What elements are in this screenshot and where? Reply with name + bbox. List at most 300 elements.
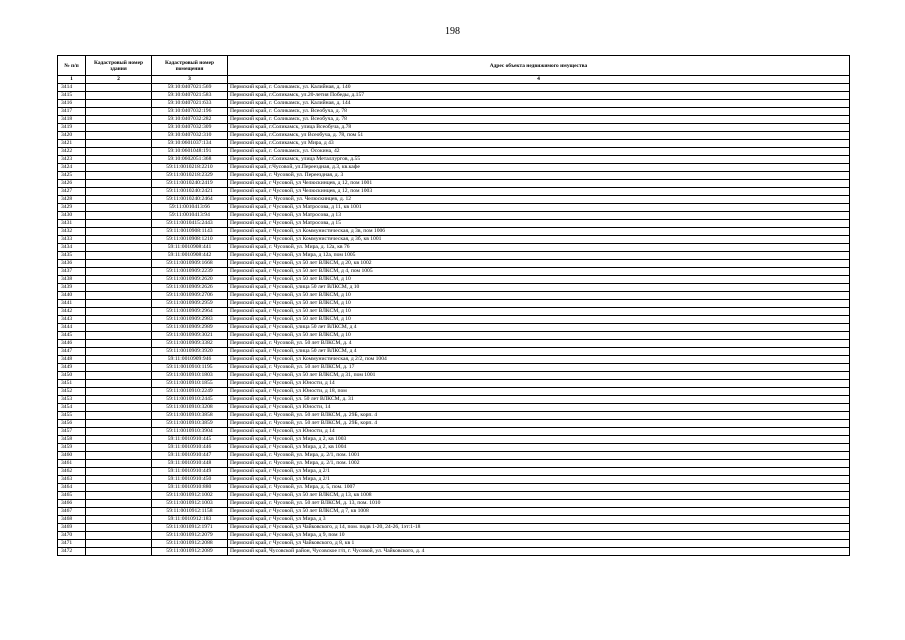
building-cadastral-number	[86, 364, 152, 372]
row-number: 3447	[58, 348, 86, 356]
row-number: 3468	[58, 516, 86, 524]
row-number: 3423	[58, 156, 86, 164]
row-number: 3436	[58, 260, 86, 268]
table-row	[58, 428, 850, 436]
row-number: 3415	[58, 92, 86, 100]
building-cadastral-number	[86, 252, 152, 260]
table-row	[58, 132, 850, 140]
row-number: 3446	[58, 340, 86, 348]
address: Пермский край, г Чусовой, ул 50 лет ВЛКСМ, д 4, пом 1005	[228, 268, 850, 276]
building-cadastral-number	[86, 460, 152, 468]
address: Пермский край, Чусовской район, Чусовское г/п, г. Чусовой, ул. Чайковского, д. 4	[228, 548, 850, 556]
building-cadastral-number	[86, 236, 152, 244]
address: Пермский край, г.Соликамск, ул.20-летия Победы, д.157	[228, 92, 850, 100]
address: Пермский край, г. Соликамск, ул. Осокина, 42	[228, 148, 850, 156]
address: Пермский край, г Чусовой, ул 50 лет ВЛКСМ, д 10	[228, 292, 850, 300]
row-number: 3448	[58, 356, 86, 364]
address: Пермский край, г Чусовой, ул 50 лет ВЛКСМ, д 10	[228, 316, 850, 324]
building-cadastral-number	[86, 244, 152, 252]
address: Пермский край, г. Соликамск, ул. Всеобуча, д. 78	[228, 116, 850, 124]
building-cadastral-number	[86, 332, 152, 340]
row-number: 3431	[58, 220, 86, 228]
row-number: 3429	[58, 204, 86, 212]
table-row	[58, 92, 850, 100]
address: Пермский край, г Чусовой, ул 50 лет ВЛКСМ, д 20, кв 1002	[228, 260, 850, 268]
building-cadastral-number	[86, 212, 152, 220]
address: Пермский край, г Чусовой, ул 50 лет ВЛКСМ, д 10	[228, 276, 850, 284]
row-number: 3458	[58, 436, 86, 444]
address: Пермский край, г Чусовой, ул Чайковского, д 14, пом. подв 1-20, 24-26, 1эт:1-18	[228, 524, 850, 532]
building-cadastral-number	[86, 196, 152, 204]
building-cadastral-number	[86, 476, 152, 484]
table-row	[58, 236, 850, 244]
address: Пермский край, г. Чусовой, ул. 50 лет ВЛКСМ, д. 13, пом. 1010	[228, 500, 850, 508]
premise-cadastral-number: 59:11:0010909:2964	[152, 308, 228, 316]
building-cadastral-number	[86, 348, 152, 356]
table-row	[58, 372, 850, 380]
address: Пермский край, г. Чусовой, ул. Мира, д. 2/1, пом. 1001	[228, 452, 850, 460]
building-cadastral-number	[86, 220, 152, 228]
address: Пермский край, г Чусовой, ул Мира, д 2, кв 1004	[228, 444, 850, 452]
premise-cadastral-number: 59:11:0010912:1003	[152, 500, 228, 508]
address: Пермский край, г Чусовой, ул Коммунистическая, д 2/2, пом 1004	[228, 356, 850, 364]
address: Пермский край, г Чусовой, улица 50 лет ВЛКСМ, д 10	[228, 284, 850, 292]
row-number: 3470	[58, 532, 86, 540]
index-cell: 1	[58, 76, 86, 84]
premise-cadastral-number: 59:11:0010910:447	[152, 452, 228, 460]
table-row	[58, 444, 850, 452]
building-cadastral-number	[86, 300, 152, 308]
premise-cadastral-number: 59:11:0010912:2079	[152, 532, 228, 540]
premise-cadastral-number: 59:11:0010218:2329	[152, 172, 228, 180]
premise-cadastral-number: 59:11:0010910:3858	[152, 412, 228, 420]
table-row	[58, 228, 850, 236]
row-number: 3452	[58, 388, 86, 396]
premise-cadastral-number: 59:10:0407021:583	[152, 92, 228, 100]
table-row	[58, 364, 850, 372]
premise-cadastral-number: 59:11:0010910:3208	[152, 404, 228, 412]
row-number: 3459	[58, 444, 86, 452]
row-number: 3441	[58, 300, 86, 308]
row-number: 3467	[58, 508, 86, 516]
address: Пермский край, г Чусовой, ул Юности, д 14	[228, 380, 850, 388]
index-cell: 4	[228, 76, 850, 84]
address: Пермский край, г Чусовой, ул 50 лет ВЛКСМ, д 13, кв 1008	[228, 492, 850, 500]
row-number: 3430	[58, 212, 86, 220]
row-number: 3425	[58, 172, 86, 180]
row-number: 3455	[58, 412, 86, 420]
building-cadastral-number	[86, 124, 152, 132]
table-row	[58, 468, 850, 476]
table-row	[58, 252, 850, 260]
building-cadastral-number	[86, 492, 152, 500]
header-building-cadastral: Кадастровый номер здания	[86, 56, 152, 76]
table-row	[58, 124, 850, 132]
building-cadastral-number	[86, 92, 152, 100]
premise-cadastral-number: 59:11:0010909:3920	[152, 348, 228, 356]
address: Пермский край, г.Соликамск, ул Мира, д 43	[228, 140, 850, 148]
premise-cadastral-number: 59:11:0010909:3382	[152, 340, 228, 348]
premise-cadastral-number: 59:11:0010413:94	[152, 212, 228, 220]
table-row	[58, 460, 850, 468]
address: Пермский край, г. Чусовой, ул. 50 лет ВЛКСМ, д. 29Б, корп. 4	[228, 412, 850, 420]
header-premise-cadastral: Кадастровый номер помещения	[152, 56, 228, 76]
table-row	[58, 404, 850, 412]
address: Пермский край, г Чусовой, ул Мира, д 12а, пом 1005	[228, 252, 850, 260]
building-cadastral-number	[86, 204, 152, 212]
premise-cadastral-number: 59:10:0407021:569	[152, 84, 228, 92]
table-row	[58, 396, 850, 404]
address: Пермский край, г. Чусовой, ул. Мира, д. 2/1, пом. 1002	[228, 460, 850, 468]
page-number: 198	[445, 26, 460, 37]
premise-cadastral-number: 59:11:0010910:450	[152, 476, 228, 484]
building-cadastral-number	[86, 276, 152, 284]
address: Пермский край, г. Чусовой, ул. Челюскинцев, д. 12	[228, 196, 850, 204]
address: Пермский край, г. Чусовой, ул. Мира, д. 12а, кв 76	[228, 244, 850, 252]
building-cadastral-number	[86, 324, 152, 332]
building-cadastral-number	[86, 84, 152, 92]
table-row	[58, 524, 850, 532]
building-cadastral-number	[86, 356, 152, 364]
premise-cadastral-number: 59:11:0010912:2088	[152, 540, 228, 548]
table-row	[58, 260, 850, 268]
building-cadastral-number	[86, 140, 152, 148]
table-body	[58, 84, 850, 556]
address: Пермский край, г Чусовой, ул Матросова, д 13	[228, 212, 850, 220]
header-num: № п/п	[58, 56, 86, 76]
premise-cadastral-number: 59:11:0010240:2419	[152, 180, 228, 188]
building-cadastral-number	[86, 380, 152, 388]
address: Пермский край, г. Чусовой, ул. Переездная, д. 3	[228, 172, 850, 180]
row-number: 3471	[58, 540, 86, 548]
premise-cadastral-number: 59:11:0010908:1210	[152, 236, 228, 244]
row-number: 3451	[58, 380, 86, 388]
premise-cadastral-number: 59:11:0010909:3021	[152, 332, 228, 340]
table-row	[58, 140, 850, 148]
premise-cadastral-number: 59:10:0601048:191	[152, 148, 228, 156]
table-row	[58, 356, 850, 364]
building-cadastral-number	[86, 468, 152, 476]
address: Пермский край, г.Чусовой, ул.Переездная, д.3, кв.кафе	[228, 164, 850, 172]
address: Пермский край, г Чусовой, улица 50 лет ВЛКСМ, д 4	[228, 348, 850, 356]
building-cadastral-number	[86, 396, 152, 404]
table-row	[58, 284, 850, 292]
premise-cadastral-number: 59:10:0601037:134	[152, 140, 228, 148]
table-row	[58, 156, 850, 164]
table-row	[58, 204, 850, 212]
row-number: 3449	[58, 364, 86, 372]
premise-cadastral-number: 59:11:0010910:3859	[152, 420, 228, 428]
building-cadastral-number	[86, 228, 152, 236]
building-cadastral-number	[86, 420, 152, 428]
building-cadastral-number	[86, 164, 152, 172]
building-cadastral-number	[86, 388, 152, 396]
premise-cadastral-number: 59:11:0010910:2445	[152, 396, 228, 404]
address: Пермский край, г. Чусовой, ул. Мира, д. 5, пом. 1007	[228, 484, 850, 492]
row-number: 3443	[58, 316, 86, 324]
address: Пермский край, г Чусовой, ул 50 лет ВЛКСМ, д 10	[228, 308, 850, 316]
row-number: 3454	[58, 404, 86, 412]
table-row	[58, 316, 850, 324]
building-cadastral-number	[86, 372, 152, 380]
address: Пермский край, г Чусовой, ул Коммунистическая, д 3в, пом 1006	[228, 228, 850, 236]
address: Пермский край, г. Чусовой, ул. 50 лет ВЛКСМ, д. 17	[228, 364, 850, 372]
building-cadastral-number	[86, 508, 152, 516]
building-cadastral-number	[86, 428, 152, 436]
premise-cadastral-number: 59:11:0010910:1195	[152, 364, 228, 372]
row-number: 3440	[58, 292, 86, 300]
address: Пермский край, г Чусовой, ул Матросова, д 11, кв 1001	[228, 204, 850, 212]
row-number: 3466	[58, 500, 86, 508]
building-cadastral-number	[86, 500, 152, 508]
row-number: 3424	[58, 164, 86, 172]
table-row	[58, 332, 850, 340]
premise-cadastral-number: 59:11:0010218:2210	[152, 164, 228, 172]
premise-cadastral-number: 59:11:0010909:2706	[152, 292, 228, 300]
row-number: 3450	[58, 372, 86, 380]
address: Пермский край, г Чусовой, ул 50 лет ВЛКСМ, д 31, пом 1001	[228, 372, 850, 380]
table-row	[58, 324, 850, 332]
building-cadastral-number	[86, 436, 152, 444]
table-row	[58, 540, 850, 548]
premise-cadastral-number: 59:11:0010909:2989	[152, 324, 228, 332]
premise-cadastral-number: 59:11:0010910:1855	[152, 380, 228, 388]
table-row	[58, 292, 850, 300]
table-row	[58, 548, 850, 556]
premise-cadastral-number: 59:11:0010240:2464	[152, 196, 228, 204]
building-cadastral-number	[86, 100, 152, 108]
premise-cadastral-number: 59:11:0010908:441	[152, 244, 228, 252]
table-row	[58, 300, 850, 308]
premise-cadastral-number: 59:11:0010909:2983	[152, 316, 228, 324]
row-number: 3453	[58, 396, 86, 404]
row-number: 3465	[58, 492, 86, 500]
premise-cadastral-number: 59:11:0010908:442	[152, 252, 228, 260]
table-row	[58, 412, 850, 420]
premise-cadastral-number: 59:11:0010909:2620	[152, 276, 228, 284]
row-number: 3420	[58, 132, 86, 140]
premise-cadastral-number: 59:11:0010910:448	[152, 460, 228, 468]
column-index-row	[58, 76, 850, 84]
row-number: 3442	[58, 308, 86, 316]
building-cadastral-number	[86, 316, 152, 324]
address: Пермский край, г Чусовой, ул Челюскинцев, д 12, пом 1003	[228, 188, 850, 196]
premise-cadastral-number: 59:11:0010912:1002	[152, 492, 228, 500]
address: Пермский край, г Чусовой, ул Мира, д 2/1	[228, 468, 850, 476]
building-cadastral-number	[86, 524, 152, 532]
row-number: 3464	[58, 484, 86, 492]
table-row	[58, 164, 850, 172]
premise-cadastral-number: 59:11:0010912:2089	[152, 548, 228, 556]
address: Пермский край, г Чусовой, ул Челюскинцев, д 12, пом 1001	[228, 180, 850, 188]
row-number: 3432	[58, 228, 86, 236]
premise-cadastral-number: 59:11:0010910:449	[152, 468, 228, 476]
table-row	[58, 188, 850, 196]
building-cadastral-number	[86, 148, 152, 156]
premise-cadastral-number: 59:11:0010912:1158	[152, 508, 228, 516]
index-cell: 3	[152, 76, 228, 84]
address: Пермский край, г. Чусовой, ул. 50 лет ВЛКСМ, д. 4	[228, 340, 850, 348]
premise-cadastral-number: 59:10:0407032:196	[152, 108, 228, 116]
address: Пермский край, г.Соликамск, улица Металлургов, д.55	[228, 156, 850, 164]
table-row	[58, 180, 850, 188]
premise-cadastral-number: 59:11:0010909:946	[152, 356, 228, 364]
building-cadastral-number	[86, 516, 152, 524]
building-cadastral-number	[86, 260, 152, 268]
building-cadastral-number	[86, 172, 152, 180]
row-number: 3418	[58, 116, 86, 124]
address: Пермский край, г Чусовой, ул Мира, д 9, пом 10	[228, 532, 850, 540]
address: Пермский край, г Чусовой, ул 50 лет ВЛКСМ, д 10	[228, 300, 850, 308]
row-number: 3416	[58, 100, 86, 108]
address: Пермский край, г. Соликамск, ул. Всеобуча, д. 78	[228, 108, 850, 116]
row-number: 3444	[58, 324, 86, 332]
address: Пермский край, г Чусовой, ул 50 лет ВЛКСМ, д 10	[228, 332, 850, 340]
table-row	[58, 84, 850, 92]
premise-cadastral-number: 59:11:0010415:2443	[152, 220, 228, 228]
row-number: 3414	[58, 84, 86, 92]
address: Пермский край, г Чусовой, улица 50 лет ВЛКСМ, д 4	[228, 324, 850, 332]
building-cadastral-number	[86, 180, 152, 188]
address: Пермский край, г Чусовой, ул Юности, д 14	[228, 428, 850, 436]
premise-cadastral-number: 59:11:0010909:2626	[152, 284, 228, 292]
address: Пермский край, г.Соликамск, улица Всеобуча, д.78	[228, 124, 850, 132]
table-row	[58, 420, 850, 428]
premise-cadastral-number: 59:11:0010910:446	[152, 444, 228, 452]
index-cell: 2	[86, 76, 152, 84]
premise-cadastral-number: 59:11:0010910:3904	[152, 428, 228, 436]
address: Пермский край, г Чусовой, ул 50 лет ВЛКСМ, д 7, кв 1008	[228, 508, 850, 516]
building-cadastral-number	[86, 156, 152, 164]
premise-cadastral-number: 59:10:0407032:282	[152, 116, 228, 124]
premise-cadastral-number: 59:11:0010912:183	[152, 516, 228, 524]
building-cadastral-number	[86, 452, 152, 460]
premise-cadastral-number: 59:11:0010910:880	[152, 484, 228, 492]
building-cadastral-number	[86, 188, 152, 196]
row-number: 3434	[58, 244, 86, 252]
row-number: 3460	[58, 452, 86, 460]
table-row	[58, 108, 850, 116]
table-row	[58, 508, 850, 516]
premise-cadastral-number: 59:11:0010912:1971	[152, 524, 228, 532]
table-row	[58, 116, 850, 124]
premise-cadastral-number: 59:11:0010413:66	[152, 204, 228, 212]
row-number: 3422	[58, 148, 86, 156]
premise-cadastral-number: 59:11:0010908:1143	[152, 228, 228, 236]
building-cadastral-number	[86, 284, 152, 292]
building-cadastral-number	[86, 540, 152, 548]
row-number: 3462	[58, 468, 86, 476]
building-cadastral-number	[86, 484, 152, 492]
table-row	[58, 268, 850, 276]
row-number: 3428	[58, 196, 86, 204]
address: Пермский край, г Чусовой, ул Чайковского, д 8, кв 1	[228, 540, 850, 548]
table-row	[58, 212, 850, 220]
table-row	[58, 492, 850, 500]
premise-cadastral-number: 59:11:0010910:2249	[152, 388, 228, 396]
building-cadastral-number	[86, 532, 152, 540]
table-row	[58, 452, 850, 460]
table-row	[58, 484, 850, 492]
row-number: 3438	[58, 276, 86, 284]
row-number: 3463	[58, 476, 86, 484]
address: Пермский край, г. Чусовой, ул. 50 лет ВЛКСМ, д. 29Б, корп. 4	[228, 420, 850, 428]
table-row	[58, 436, 850, 444]
table-row	[58, 220, 850, 228]
address: Пермский край, г Чусовой, ул Юности, д 18, пом	[228, 388, 850, 396]
building-cadastral-number	[86, 308, 152, 316]
table-row	[58, 308, 850, 316]
building-cadastral-number	[86, 548, 152, 556]
property-table	[57, 55, 850, 556]
table-row	[58, 196, 850, 204]
row-number: 3419	[58, 124, 86, 132]
table-row	[58, 476, 850, 484]
premise-cadastral-number: 59:10:0407021:633	[152, 100, 228, 108]
address: Пермский край, г. Соликамск, ул. Калийная, д. 140	[228, 84, 850, 92]
row-number: 3457	[58, 428, 86, 436]
table-row	[58, 276, 850, 284]
table-row	[58, 500, 850, 508]
premise-cadastral-number: 59:11:0010909:2959	[152, 300, 228, 308]
building-cadastral-number	[86, 412, 152, 420]
address: Пермский край, г Чусовой, ул Мира, д 2/1	[228, 476, 850, 484]
premise-cadastral-number: 59:11:0010910:1803	[152, 372, 228, 380]
row-number: 3437	[58, 268, 86, 276]
table-row	[58, 244, 850, 252]
building-cadastral-number	[86, 404, 152, 412]
row-number: 3439	[58, 284, 86, 292]
row-number: 3469	[58, 524, 86, 532]
building-cadastral-number	[86, 292, 152, 300]
building-cadastral-number	[86, 268, 152, 276]
premise-cadastral-number: 59:10:0407032:310	[152, 132, 228, 140]
premise-cadastral-number: 59:11:0010909:2239	[152, 268, 228, 276]
row-number: 3417	[58, 108, 86, 116]
premise-cadastral-number: 59:11:0010910:445	[152, 436, 228, 444]
premise-cadastral-number: 59:10:0407032:309	[152, 124, 228, 132]
building-cadastral-number	[86, 340, 152, 348]
table-row	[58, 388, 850, 396]
building-cadastral-number	[86, 444, 152, 452]
premise-cadastral-number: 59:10:0602051:368	[152, 156, 228, 164]
row-number: 3427	[58, 188, 86, 196]
address: Пермский край, г Чусовой, ул Юности, 14	[228, 404, 850, 412]
table-row	[58, 172, 850, 180]
table-row	[58, 532, 850, 540]
address: Пермский край, г. Соликамск, ул. Калийная, д. 144	[228, 100, 850, 108]
table-row	[58, 100, 850, 108]
building-cadastral-number	[86, 132, 152, 140]
address: Пермский край, г Чусовой, ул Мира, д 3	[228, 516, 850, 524]
address: Пермский край, г Чусовой, ул Мира, д 2, кв 1003	[228, 436, 850, 444]
premise-cadastral-number: 59:11:0010240:2421	[152, 188, 228, 196]
address: Пермский край, г Чусовой, ул Коммунистическая, д 3б, кв 1001	[228, 236, 850, 244]
row-number: 3426	[58, 180, 86, 188]
header-address: Адрес объекта недвижимого имущества	[228, 56, 850, 76]
table-row	[58, 148, 850, 156]
header-row	[58, 56, 850, 76]
row-number: 3421	[58, 140, 86, 148]
address: Пермский край, г Чусовой, ул. 50 лет ВЛКСМ, д. 31	[228, 396, 850, 404]
row-number: 3472	[58, 548, 86, 556]
address: Пермский край, г.Соликамск, ул Всеобуча, д. 78, пом 51	[228, 132, 850, 140]
row-number: 3433	[58, 236, 86, 244]
building-cadastral-number	[86, 108, 152, 116]
row-number: 3435	[58, 252, 86, 260]
table-row	[58, 380, 850, 388]
premise-cadastral-number: 59:11:0010909:1668	[152, 260, 228, 268]
